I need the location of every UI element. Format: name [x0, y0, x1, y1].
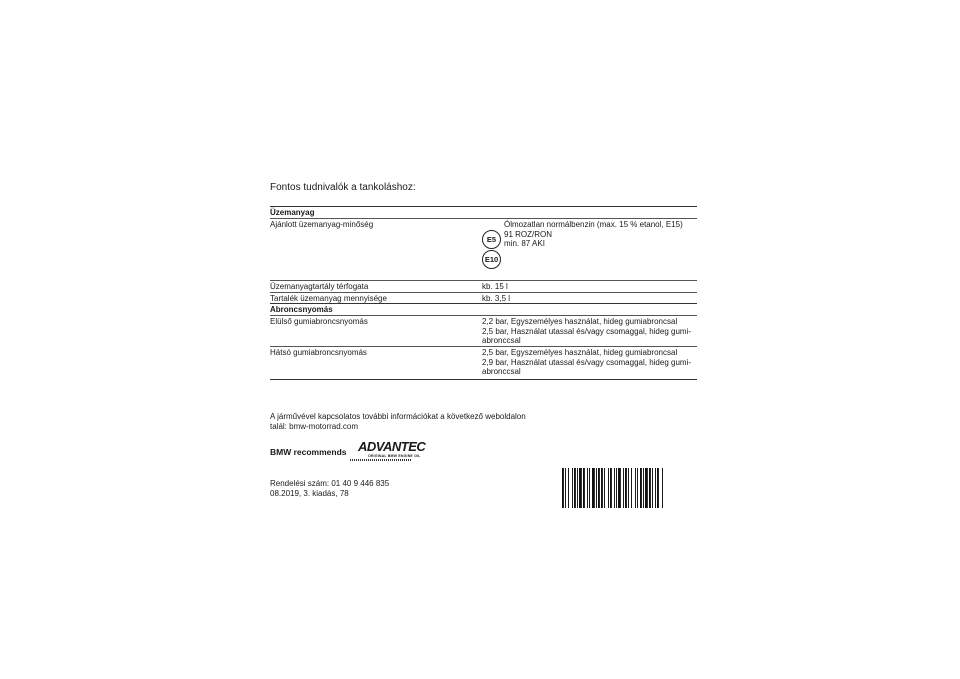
fuel-tire-table [270, 206, 697, 380]
advantec-logo-subtext: ORIGINAL BMW ENGINE OIL [368, 454, 421, 458]
advantec-logo-bar [350, 459, 412, 461]
fuel-quality-value [482, 220, 697, 268]
row-tank-volume [270, 280, 697, 292]
front-tire-line3: abronccsal [482, 336, 521, 346]
rear-tire-line2: 2,9 bar, Használat utassal és/vagy csomaggal, hideg gumi- [482, 357, 692, 367]
row-reserve [270, 292, 697, 304]
section-title-tire: Abroncsnyomás [270, 303, 697, 315]
reserve-value: kb. 3,5 l [482, 293, 511, 303]
order-number: Rendelési szám: 01 40 9 446 835 [270, 479, 390, 488]
advantec-logo-text: ADVANTEC [358, 439, 426, 454]
edition-info: 08.2019, 3. kiadás, 78 [270, 489, 349, 498]
barcode-icon [562, 468, 697, 508]
front-tire-label: Elülső gumiabroncsnyomás [270, 317, 368, 327]
fuel-badges [482, 220, 504, 268]
e10-badge-icon: E10 [482, 250, 501, 269]
e5-badge-icon: E5 [482, 230, 501, 249]
order-info [270, 479, 389, 499]
website-info [270, 412, 570, 432]
fuel-quality-line2: 91 ROZ/RON [504, 229, 553, 239]
page-heading: Fontos tudnivalók a tankoláshoz: [270, 182, 416, 193]
reserve-label: Tartalék üzemanyag mennyisége [270, 293, 387, 303]
fuel-quality-line3: min. 87 AKI [504, 239, 545, 249]
advantec-logo [350, 441, 430, 463]
tank-volume-value: kb. 15 l [482, 282, 508, 291]
row-front-tire [270, 315, 697, 346]
front-tire-line1: 2,2 bar, Egyszemélyes használat, hideg gumiabroncsal [482, 317, 678, 327]
fuel-quality-label: Ajánlott üzemanyag-minőség [270, 220, 374, 229]
front-tire-line2: 2,5 bar, Használat utassal és/vagy csomaggal, hideg gumi- [482, 326, 692, 336]
row-rear-tire [270, 346, 697, 380]
row-fuel-quality [270, 218, 697, 268]
fuel-quality-text [504, 220, 697, 268]
tank-volume-label: Üzemanyagtartály térfogata [270, 282, 369, 291]
rear-tire-value [482, 348, 697, 377]
rear-tire-line1: 2,5 bar, Egyszemélyes használat, hideg gumiabroncsal [482, 347, 678, 357]
bmw-recommends-label: BMW recommends [270, 447, 347, 457]
website-info-line2: talál: bmw-motorrad.com [270, 422, 359, 431]
fuel-quality-line1: Ólmozatlan normálbenzin (max. 15 % etanol, E15) [504, 220, 683, 229]
website-info-line1: A járművével kapcsolatos további információkat a következő weboldalon [270, 412, 526, 421]
rear-tire-label: Hátsó gumiabroncsnyomás [270, 347, 367, 357]
rear-tire-line3: abronccsal [482, 367, 521, 377]
section-title-fuel: Üzemanyag [270, 206, 697, 218]
front-tire-value [482, 317, 697, 346]
